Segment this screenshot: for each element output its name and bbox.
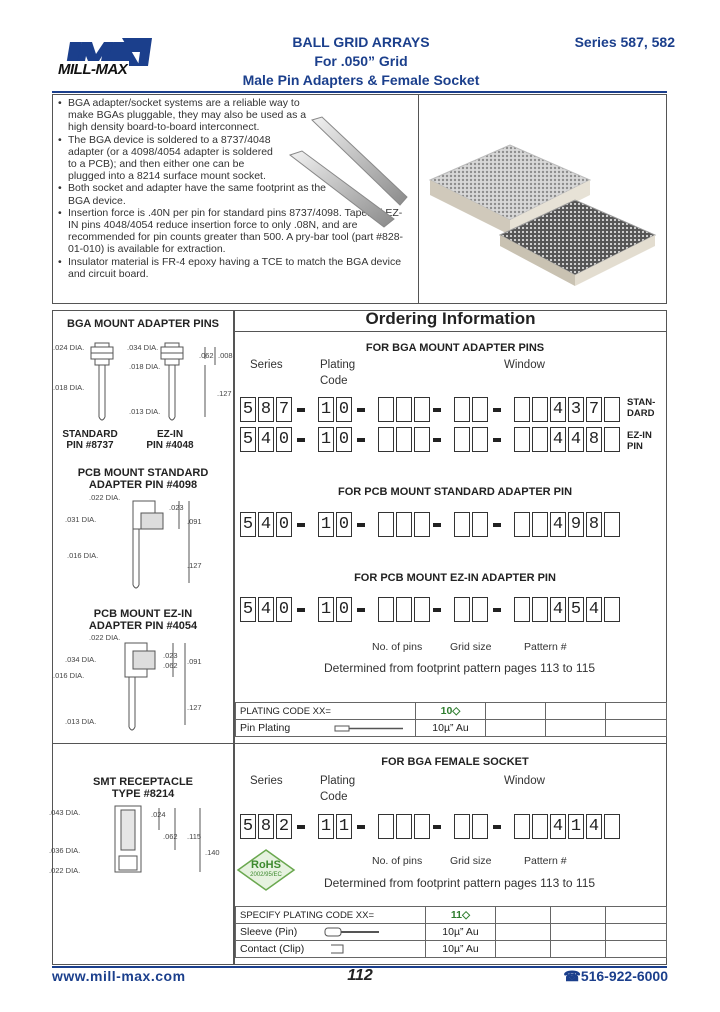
row3-digit-box: 8 [586,512,602,537]
row1-digit-box [454,397,470,422]
dim-label: .036 DIA. [49,846,81,855]
plating-code-value [416,703,486,720]
plating-table [235,702,667,737]
ordering-title: Ordering Information [365,309,536,328]
socket-col-window: Window [504,775,545,787]
pcb-ez-title: PCB MOUNT EZ-IN [93,608,193,620]
dim-label: .016 DIA. [67,551,99,560]
row1-digit-box [396,397,412,422]
socket-digit-box: 1 [318,814,334,839]
row3-digit-box [454,512,470,537]
clip-icon [323,943,363,955]
plating-code-label: PLATING CODE XX= [236,703,416,720]
dim-label: .127 [217,389,232,398]
dim-label: .023 [163,651,178,660]
row2-tag-line2: PIN [627,441,643,452]
row4-separator [433,608,441,612]
socket-determined-note: Determined from footprint pattern pages 113 to 115 [324,876,596,890]
row3-digit-box [378,512,394,537]
row1-digit-box: 8 [258,397,274,422]
dim-label: .018 DIA. [53,383,85,392]
col-plating: Plating [320,359,356,371]
pcb-ez-subtitle: ADAPTER PIN #4054 [88,620,198,632]
row2-digit-box [604,427,620,452]
dim-label: .034 DIA. [127,343,159,352]
row4-separator [297,608,305,612]
dim-label: .062 [163,661,178,670]
ezin-pin: PIN #4048 [146,440,194,451]
row4-digit-box: 5 [568,597,584,622]
row4-digit-box [378,597,394,622]
row1-separator [493,408,501,412]
row4-digit-box: 4 [586,597,602,622]
determined-note: Determined from footprint pattern pages 113 to 115 [324,661,596,675]
grid-size-label: Grid size [450,641,492,653]
dim-label: .115 [187,832,202,841]
socket-digit-box: 2 [276,814,292,839]
sleeve-icon [323,926,383,938]
dim-label: .062 [163,832,178,841]
socket-col-series: Series [250,775,283,787]
row1-separator [433,408,441,412]
row4-digit-box [454,597,470,622]
row1-separator [357,408,365,412]
pin-plating-value: 10µ” Au [416,720,486,737]
header-rule [52,91,667,93]
standard-pin: PIN #8737 [66,440,114,451]
bullet-item: • The BGA device is soldered to a 8737/4048 adapter (or a 4098/4054 adapter is soldered to a PCB); and then either one can be plugged into a 8214 surface mount socket. [56,134,281,183]
row2-digit-box: 4 [258,427,274,452]
diamond-icon: ◇ [462,909,471,921]
row1-digit-box: 5 [240,397,256,422]
dim-label: .127 [187,561,202,570]
standard-label: STANDARD [62,429,118,440]
pcb-ez-pin-drawing [55,633,235,738]
row1-digit-box: 7 [586,397,602,422]
row2-digit-box [378,427,394,452]
socket-digit-box: 4 [586,814,602,839]
row3-digit-box [396,512,412,537]
row3-digit-box [414,512,430,537]
page-number: 112 [347,967,373,984]
socket-digit-box: 1 [336,814,352,839]
row3-digit-box: 1 [318,512,334,537]
mill-max-logo [52,36,156,82]
row3-separator [297,523,305,527]
row2-separator [357,438,365,442]
diamond-icon: ◇ [452,705,461,717]
row2-digit-box [414,427,430,452]
socket-grid-size-label: Grid size [450,855,492,867]
row1-tag [627,397,655,419]
row4-digit-box: 1 [318,597,334,622]
row1-digit-box [604,397,620,422]
header-subtitle: For .050” Grid [314,53,408,69]
smt-subtitle: TYPE #8214 [111,788,175,800]
socket-pattern-label: Pattern # [524,855,567,867]
smt-title: SMT RECEPTACLE [92,776,194,788]
pcb-std-title: PCB MOUNT STANDARD [77,467,209,479]
row3-separator [357,523,365,527]
row1-tag-line2: DARD [627,408,655,419]
row3-digit-box [514,512,530,537]
dim-label: .023 [169,503,184,512]
row1-digit-box [472,397,488,422]
row2-separator [493,438,501,442]
socket-col-plating-code: Code [320,791,348,803]
bullet-item: • BGA adapter/socket systems are a reliable way to make BGAs pluggable, they may also be used as a high density board-to-board interconnect. [56,97,326,134]
dim-label: .024 [151,810,166,819]
dim-label: .008 [218,351,233,360]
pcb-std-order-title: FOR PCB MOUNT STANDARD ADAPTER PIN [337,486,573,498]
socket-plating-code: 11 [450,909,463,921]
row2-digit-box: 0 [336,427,352,452]
row3-digit-box: 0 [336,512,352,537]
row2-digit-box: 4 [550,427,566,452]
smt-receptacle-drawing [49,800,235,880]
ordering-box [234,310,667,744]
row4-digit-box [396,597,412,622]
row4-digit-box: 5 [240,597,256,622]
phone-number: 516-922-6000 [580,968,668,984]
no-pins-label: No. of pins [372,641,423,653]
socket-digit-box: 5 [240,814,256,839]
phone-block [540,968,668,985]
row1-digit-box [514,397,530,422]
row2-digit-box: 4 [568,427,584,452]
row4-digit-box [514,597,530,622]
socket-plating-label: SPECIFY PLATING CODE XX= [236,907,426,924]
rohs-badge [236,848,296,892]
rohs-text: RoHS [251,859,281,871]
dim-label: .013 DIA. [129,407,161,416]
socket-digit-box: 1 [568,814,584,839]
row4-digit-box: 4 [258,597,274,622]
dim-label: .091 [187,517,202,526]
row1-digit-box: 0 [336,397,352,422]
dim-label: .016 DIA. [53,671,85,680]
row3-digit-box: 0 [276,512,292,537]
row4-separator [357,608,365,612]
row4-digit-box [414,597,430,622]
row1-digit-box: 4 [550,397,566,422]
row2-digit-box [532,427,548,452]
socket-plating-table [235,906,667,958]
dim-label: .024 DIA. [53,343,85,352]
row4-digit-box [604,597,620,622]
pin-icon [325,723,405,733]
row1-separator [297,408,305,412]
dim-label: .031 DIA. [65,515,97,524]
socket-title: FOR BGA FEMALE SOCKET [381,756,529,768]
col-plating-code: Code [320,375,348,387]
row4-digit-box: 0 [276,597,292,622]
row1-digit-box [378,397,394,422]
row4-separator [493,608,501,612]
row1-tag-line1: STAN- [627,397,656,408]
row4-digit-box: 0 [336,597,352,622]
row3-digit-box: 4 [550,512,566,537]
socket-digit-box: 4 [550,814,566,839]
dim-label: .127 [187,703,202,712]
plating-code: 10 [440,705,453,717]
sleeve-label: Sleeve (Pin) [240,925,298,938]
phone-icon: ☎ [563,968,581,984]
row3-digit-box [604,512,620,537]
row2-tag-line1: EZ-IN [627,430,652,441]
bga-adapter-title: FOR BGA MOUNT ADAPTER PINS [365,342,545,354]
website-link[interactable]: www.mill-max.com [52,968,186,984]
dim-label: .013 DIA. [65,717,97,726]
sleeve-value: 10µ” Au [426,924,496,941]
row2-digit-box: 8 [586,427,602,452]
col-series: Series [250,359,283,371]
row3-digit-box [472,512,488,537]
socket-digit-box: 8 [258,814,274,839]
header-title: BALL GRID ARRAYS [292,34,430,50]
row2-digit-box [472,427,488,452]
row2-separator [433,438,441,442]
row2-digit-box [454,427,470,452]
header-product: Male Pin Adapters & Female Socket [242,72,480,88]
pin-plating-label: Pin Plating [240,722,291,734]
row4-digit-box [472,597,488,622]
row2-digit-box: 5 [240,427,256,452]
col-window: Window [504,359,545,371]
ordering-title-rule [235,331,666,332]
row4-digit-box [532,597,548,622]
row3-separator [493,523,501,527]
row3-separator [433,523,441,527]
contact-label: Contact (Clip) [240,942,305,955]
row2-digit-box: 1 [318,427,334,452]
row2-separator [297,438,305,442]
row2-tag [627,430,652,452]
row3-digit-box: 5 [240,512,256,537]
dim-label: .022 DIA. [49,866,81,875]
row2-digit-box [514,427,530,452]
brand-name: MILL-MAX [58,61,128,78]
row1-digit-box: 7 [276,397,292,422]
bga-mount-title: BGA MOUNT ADAPTER PINS [67,318,219,330]
ezin-label: EZ-IN [156,429,184,440]
row3-digit-box: 4 [258,512,274,537]
row3-digit-box [532,512,548,537]
bga-adapter-photo [425,110,665,295]
bullet-item: • Insulator material is FR-4 epoxy having a TCE to match the BGA device and circuit board. [56,256,411,280]
dim-label: .062 [199,351,214,360]
dim-label: .022 DIA. [89,633,121,642]
row4-digit-box: 4 [550,597,566,622]
socket-no-pins-label: No. of pins [372,855,423,867]
pattern-label: Pattern # [524,641,567,653]
row2-digit-box: 0 [276,427,292,452]
row3-digit-box: 9 [568,512,584,537]
rohs-sub: 2002/95/EC [250,872,282,878]
dim-label: .140 [205,848,220,857]
bullet-item: • Insertion force is .40N per pin for standard pins 8737/4098. Tapered EZ-IN pins 4048/4054 reduce insertion force to only .08N, and are recommended for pin counts greater than 500. A pry-bar tool (part #828-01-010) is available for extraction. [56,207,411,256]
dim-label: .091 [187,657,202,666]
row1-digit-box: 1 [318,397,334,422]
bga-pins-drawing [55,335,235,430]
pcb-std-pin-drawing [55,493,235,603]
pcb-ez-order-title: FOR PCB MOUNT EZ-IN ADAPTER PIN [354,572,556,584]
pry-bar-image [282,115,412,230]
intro-divider [418,95,419,303]
row1-digit-box [532,397,548,422]
series-label: Series 587, 582 [574,34,675,50]
dim-label: .022 DIA. [89,493,121,502]
bullet-item: • Both socket and adapter have the same footprint as the BGA device. [56,182,336,206]
dim-label: .043 DIA. [49,808,81,817]
socket-col-plating: Plating [320,775,356,787]
dim-label: .018 DIA. [129,362,161,371]
pcb-std-subtitle: ADAPTER PIN #4098 [88,479,198,491]
row1-digit-box [414,397,430,422]
row1-digit-box: 3 [568,397,584,422]
contact-value: 10µ” Au [426,941,496,958]
dim-label: .034 DIA. [65,655,97,664]
row2-digit-box [396,427,412,452]
